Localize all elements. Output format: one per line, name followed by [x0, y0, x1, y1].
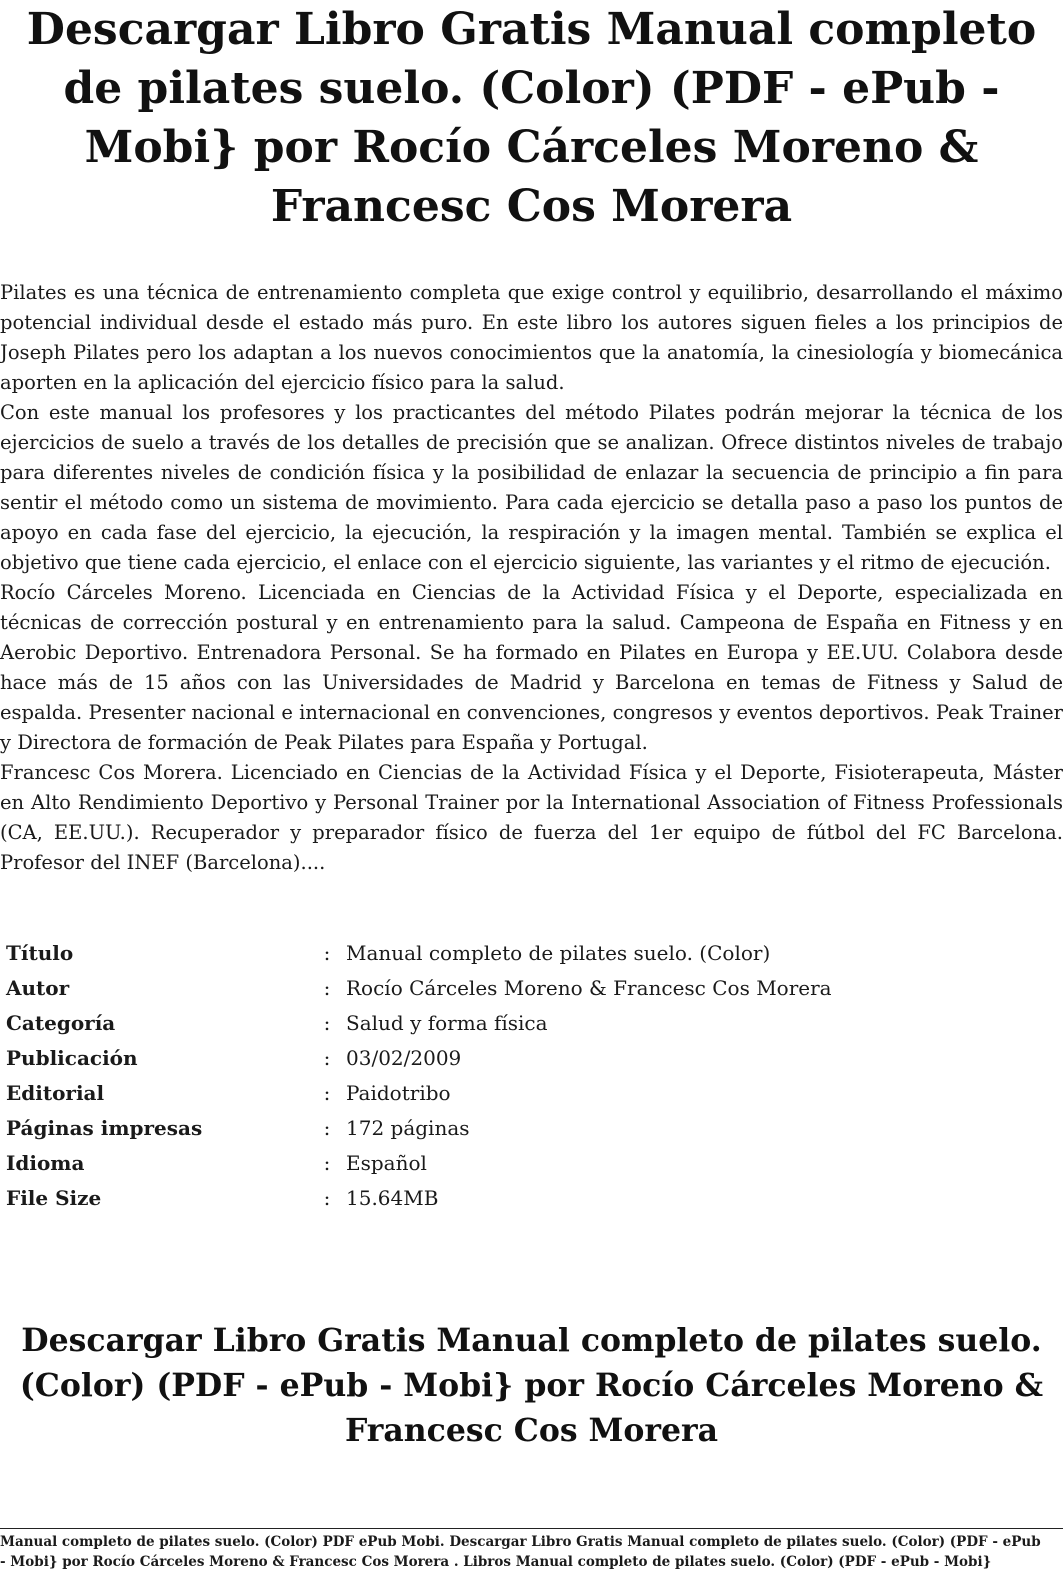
- detail-row-pages: [0, 1110, 1063, 1145]
- description-paragraph: Francesc Cos Morera. Licenciado en Ciencias de la Actividad Física y el Deporte, Fisioterapeuta, Máster en Alto Rendimiento Deportivo y Personal Trainer por la International Association of Fitness Professionals (CA, EE.UU.). Recuperador y preparador físico de fuerza del 1er equipo de fútbol del FC Barcelona. Profesor del INEF (Barcelona)....: [0, 761, 1063, 874]
- detail-row-title: [0, 935, 1063, 970]
- detail-label: Páginas impresas: [6, 1115, 203, 1140]
- detail-separator: :: [323, 1045, 331, 1070]
- description-paragraph: Pilates es una técnica de entrenamiento completa que exige control y equilibrio, desarrollando el máximo potencial individual desde el estado más puro. En este libro los autores siguen fieles a los principios de Joseph Pilates pero los adaptan a los nuevos conocimientos que la anatomía, la cinesiología y biomecánica aporten en la aplicación del ejercicio físico para la salud.: [0, 281, 1063, 394]
- detail-separator: :: [323, 975, 331, 1000]
- download-heading: Descargar Libro Gratis Manual completo de pilates suelo. (Color) (PDF - ePub - Mobi} por Rocío Cárceles Moreno & Francesc Cos Morera: [19, 1322, 1044, 1449]
- detail-row-publication: [0, 1040, 1063, 1075]
- detail-row-file-size: [0, 1180, 1063, 1215]
- description-paragraph: Rocío Cárceles Moreno. Licenciada en Ciencias de la Actividad Física y el Deporte, especializada en técnicas de corrección postural y en entrenamiento para la salud. Campeona de España en Fitness y en Aerobic Deportivo. Entrenadora Personal. Se ha formado en Pilates en Europa y EE.UU. Colabora desde hace más de 15 años con las Universidades de Madrid y Barcelona en temas de Fitness y Salud de espalda. Presenter nacional e internacional en convenciones, congresos y eventos deportivos. Peak Trainer y Directora de formación de Peak Pilates para España y Portugal.: [0, 581, 1063, 754]
- detail-separator: :: [323, 1185, 331, 1210]
- detail-value: Salud y forma física: [346, 1010, 548, 1035]
- book-description: [0, 278, 1063, 878]
- detail-value: Paidotribo: [346, 1080, 451, 1105]
- detail-separator: :: [323, 1115, 331, 1140]
- detail-row-category: [0, 1005, 1063, 1040]
- detail-value: Manual completo de pilates suelo. (Color): [346, 940, 771, 965]
- detail-label: Editorial: [6, 1080, 105, 1105]
- footer-divider: [0, 1528, 1063, 1529]
- detail-value: 172 páginas: [346, 1115, 470, 1140]
- detail-label: File Size: [6, 1185, 102, 1210]
- detail-separator: :: [323, 1010, 331, 1035]
- book-details-table: [0, 935, 1063, 1215]
- detail-value: Español: [346, 1150, 427, 1175]
- detail-label: Idioma: [6, 1150, 85, 1175]
- page-title: Descargar Libro Gratis Manual completo de pilates suelo. (Color) (PDF - ePub - Mobi} por Rocío Cárceles Moreno & Francesc Cos Morera: [26, 4, 1037, 232]
- detail-separator: :: [323, 1150, 331, 1175]
- detail-value: Rocío Cárceles Moreno & Francesc Cos Morera: [346, 975, 832, 1000]
- detail-separator: :: [323, 1080, 331, 1105]
- detail-value: 15.64MB: [346, 1185, 439, 1210]
- detail-row-publisher: [0, 1075, 1063, 1110]
- description-paragraph: Con este manual los profesores y los practicantes del método Pilates podrán mejorar la técnica de los ejercicios de suelo a través de los detalles de precisión que se analizan. Ofrece distintos niveles de trabajo para diferentes niveles de condición física y la posibilidad de enlazar la secuencia de principio a fin para sentir el método como un sistema de movimiento. Para cada ejercicio se detalla paso a paso los puntos de apoyo en cada fase del ejercicio, la ejecución, la respiración y la imagen mental. También se explica el objetivo que tiene cada ejercicio, el enlace con el ejercicio siguiente, las variantes y el ritmo de ejecución.: [0, 401, 1063, 574]
- detail-label: Categoría: [6, 1010, 116, 1035]
- detail-row-language: [0, 1145, 1063, 1180]
- detail-value: 03/02/2009: [346, 1045, 462, 1070]
- detail-label: Publicación: [6, 1045, 138, 1070]
- footer-keywords: Manual completo de pilates suelo. (Color) PDF ePub Mobi. Descargar Libro Gratis Manual completo de pilates suelo. (Color) (PDF - ePub - Mobi} por Rocío Cárceles Moreno & Francesc Cos Morera . Libros Manual completo de pilates suelo. (Color) (PDF - ePub - Mobi}: [0, 1534, 1041, 1570]
- detail-separator: :: [323, 940, 331, 965]
- detail-label: Título: [6, 940, 74, 965]
- detail-row-author: [0, 970, 1063, 1005]
- detail-label: Autor: [6, 975, 70, 1000]
